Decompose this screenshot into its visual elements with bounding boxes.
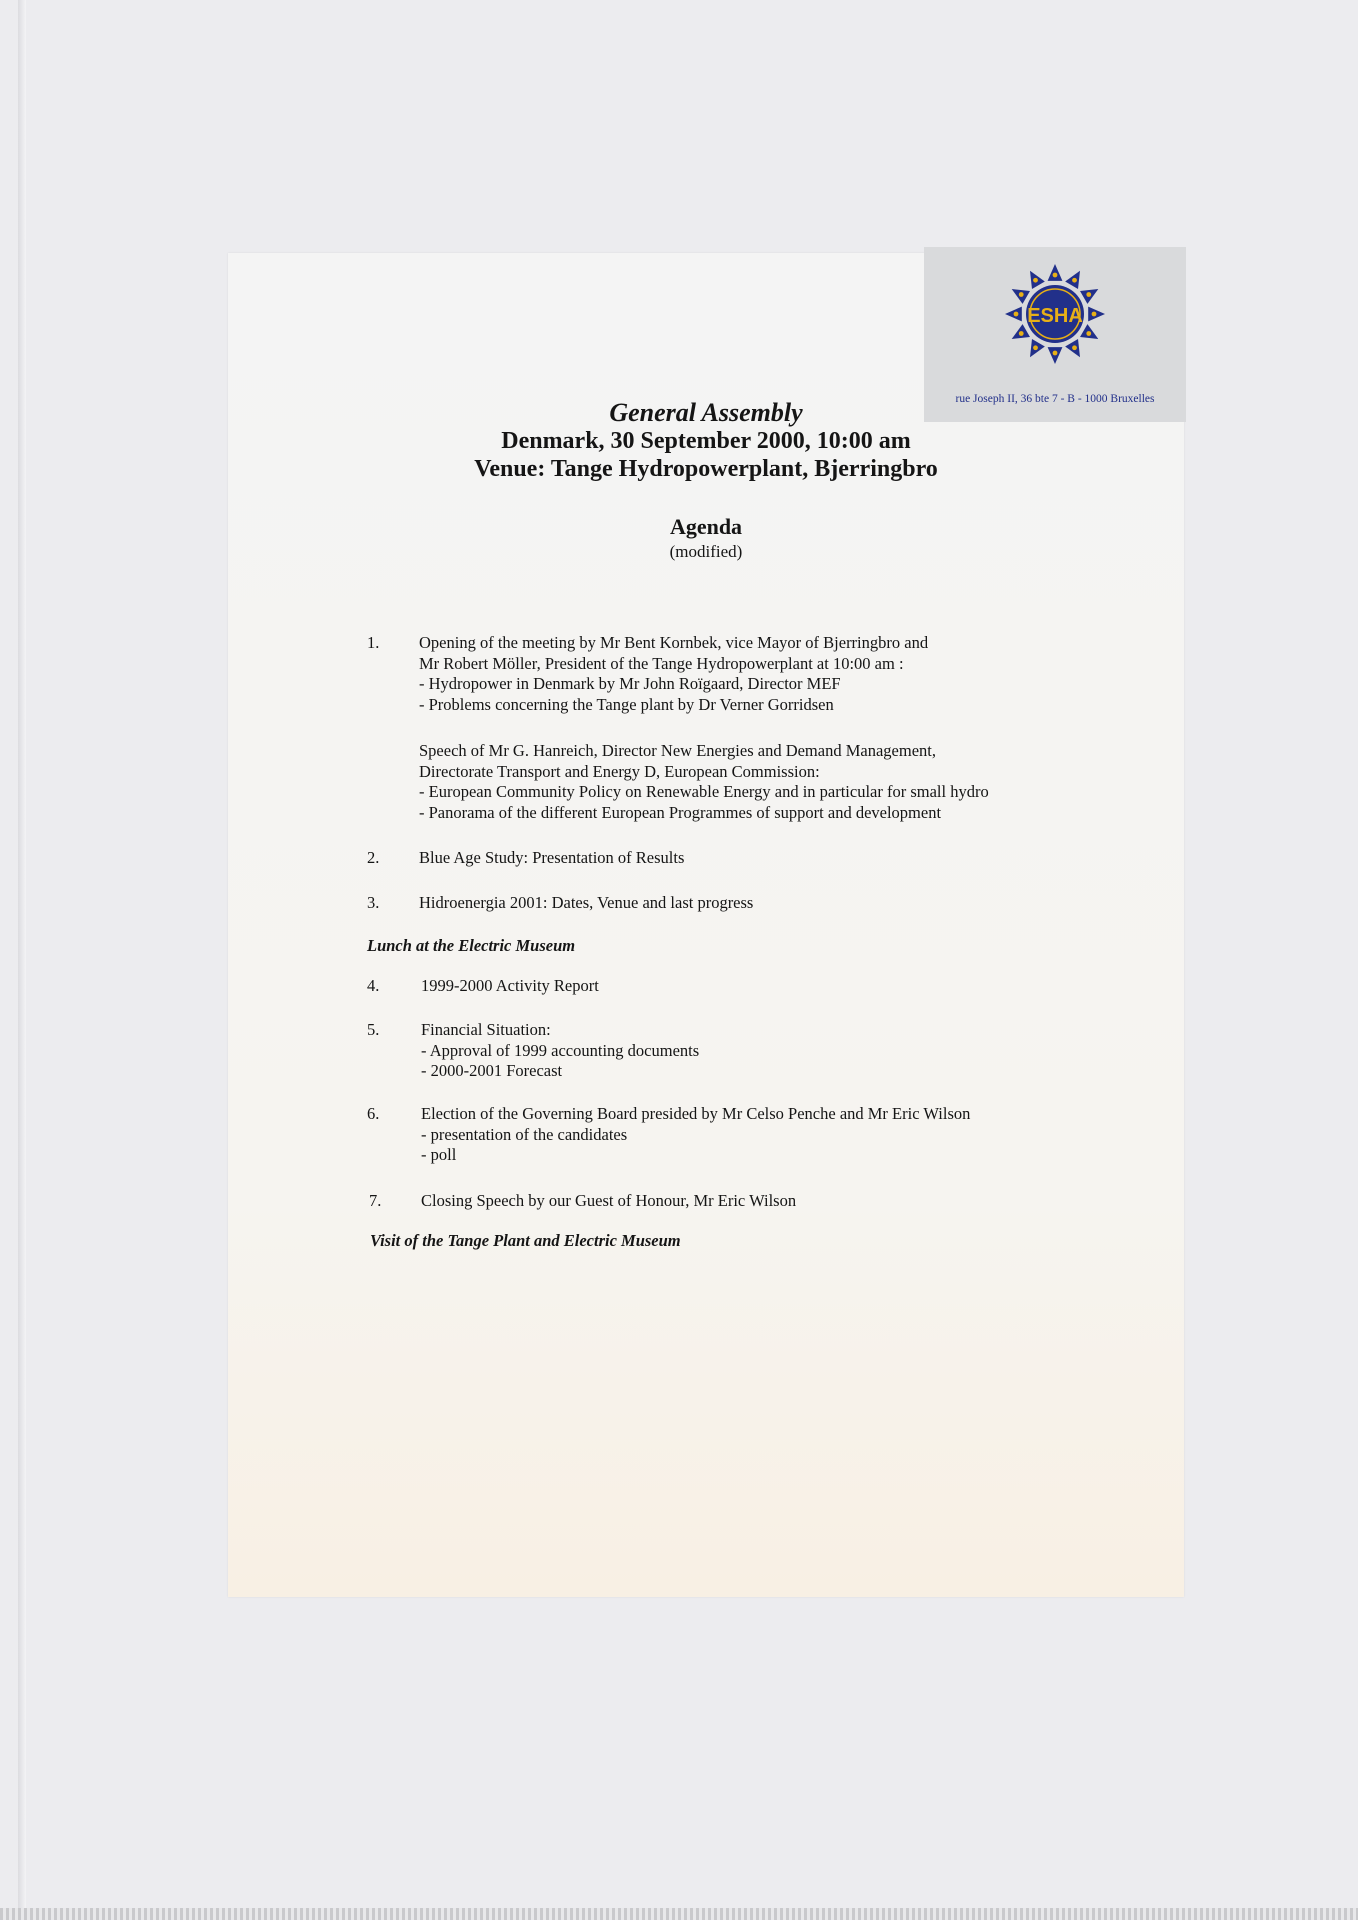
agenda-item-2: [419, 848, 684, 869]
agenda-line: - poll: [421, 1145, 457, 1164]
agenda-line: - 2000-2001 Forecast: [421, 1061, 563, 1080]
agenda-item-6: [421, 1104, 970, 1166]
agenda-line: Directorate Transport and Energy D, European Commission:: [419, 761, 820, 781]
sun-ray-dot-icon: [1019, 331, 1024, 336]
sun-ray-dot-icon: [1053, 273, 1058, 278]
agenda-line: - European Community Policy on Renewable Energy and in particular for small hydro: [419, 782, 989, 801]
agenda-item-number: 3.: [367, 893, 380, 912]
agenda-line: Election of the Governing Board presided by Mr Celso Penche and Mr Eric Wilson: [421, 1104, 971, 1123]
agenda-item-5: [421, 1020, 699, 1082]
sun-ray-dot-icon: [1033, 345, 1038, 350]
agenda-line: Speech of Mr G. Hanreich, Director New Energies and Demand Management,: [419, 741, 936, 760]
esha-letterhead: [924, 247, 1186, 422]
agenda-line: Financial Situation:: [421, 1020, 551, 1039]
sun-ray-dot-icon: [1072, 278, 1077, 283]
letterhead-address: rue Joseph II, 36 bte 7 - B - 1000 Bruxelles: [955, 393, 1155, 405]
agenda-item-7: [421, 1191, 796, 1212]
agenda-item-4: [421, 976, 599, 997]
album-sleeve-edge: [18, 0, 26, 1920]
sun-ray-dot-icon: [1086, 331, 1091, 336]
agenda-item-number: 2.: [367, 848, 380, 867]
agenda-line: 1999-2000 Activity Report: [421, 976, 599, 995]
agenda-item-number: 6.: [367, 1104, 380, 1123]
agenda-line: Blue Age Study: Presentation of Results: [419, 848, 685, 867]
meeting-venue: Venue: Tange Hydropowerplant, Bjerringbro: [474, 456, 938, 482]
agenda-item-number: 7.: [369, 1191, 382, 1210]
document-title: General Assembly: [609, 398, 803, 427]
agenda-line: - Problems concerning the Tange plant by Dr Verner Gorridsen: [419, 694, 834, 714]
agenda-line: - Panorama of the different European Programmes of support and development: [419, 802, 942, 822]
agenda-item-number: 4.: [367, 976, 380, 995]
agenda-item-1-speech: [419, 741, 989, 823]
album-sleeve-bottom: [0, 1908, 1358, 1920]
meeting-date: Denmark, 30 September 2000, 10:00 am: [501, 428, 911, 454]
agenda-heading: Agenda: [669, 514, 743, 539]
agenda-item-3: [419, 893, 753, 914]
lunch-break: Lunch at the Electric Museum: [367, 936, 576, 955]
sun-ray-dot-icon: [1086, 292, 1091, 297]
agenda-line: Hidroenergia 2001: Dates, Venue and last progress: [419, 893, 754, 912]
agenda-item-number: 5.: [367, 1020, 380, 1039]
sun-ray-icon: [1088, 307, 1105, 322]
agenda-modified-note: (modified): [669, 542, 743, 561]
sun-ray-icon: [1005, 307, 1022, 322]
logo-text: ESHA: [1027, 305, 1083, 327]
sun-ray-dot-icon: [1014, 312, 1019, 317]
esha-sun-logo-icon: [1002, 261, 1108, 367]
sun-ray-dot-icon: [1072, 345, 1077, 350]
agenda-line: - Hydropower in Denmark by Mr John Roïgaard, Director MEF: [419, 674, 841, 693]
agenda-line: Closing Speech by our Guest of Honour, Mr Eric Wilson: [421, 1191, 797, 1210]
agenda-item-number: 1.: [367, 633, 380, 652]
agenda-line: - Approval of 1999 accounting documents: [421, 1040, 700, 1060]
agenda-item-1: [419, 633, 928, 715]
plant-visit: Visit of the Tange Plant and Electric Museum: [370, 1231, 681, 1250]
sun-ray-dot-icon: [1033, 278, 1038, 283]
agenda-line: Mr Robert Möller, President of the Tange Hydropowerplant at 10:00 am :: [419, 653, 904, 673]
agenda-line: - presentation of the candidates: [421, 1124, 628, 1144]
agenda-line: Opening of the meeting by Mr Bent Kornbek, vice Mayor of Bjerringbro and: [419, 633, 929, 652]
sun-ray-dot-icon: [1053, 351, 1058, 356]
sun-ray-icon: [1048, 347, 1063, 364]
sun-ray-icon: [1048, 264, 1063, 281]
sun-ray-dot-icon: [1019, 292, 1024, 297]
sun-ray-dot-icon: [1092, 312, 1097, 317]
